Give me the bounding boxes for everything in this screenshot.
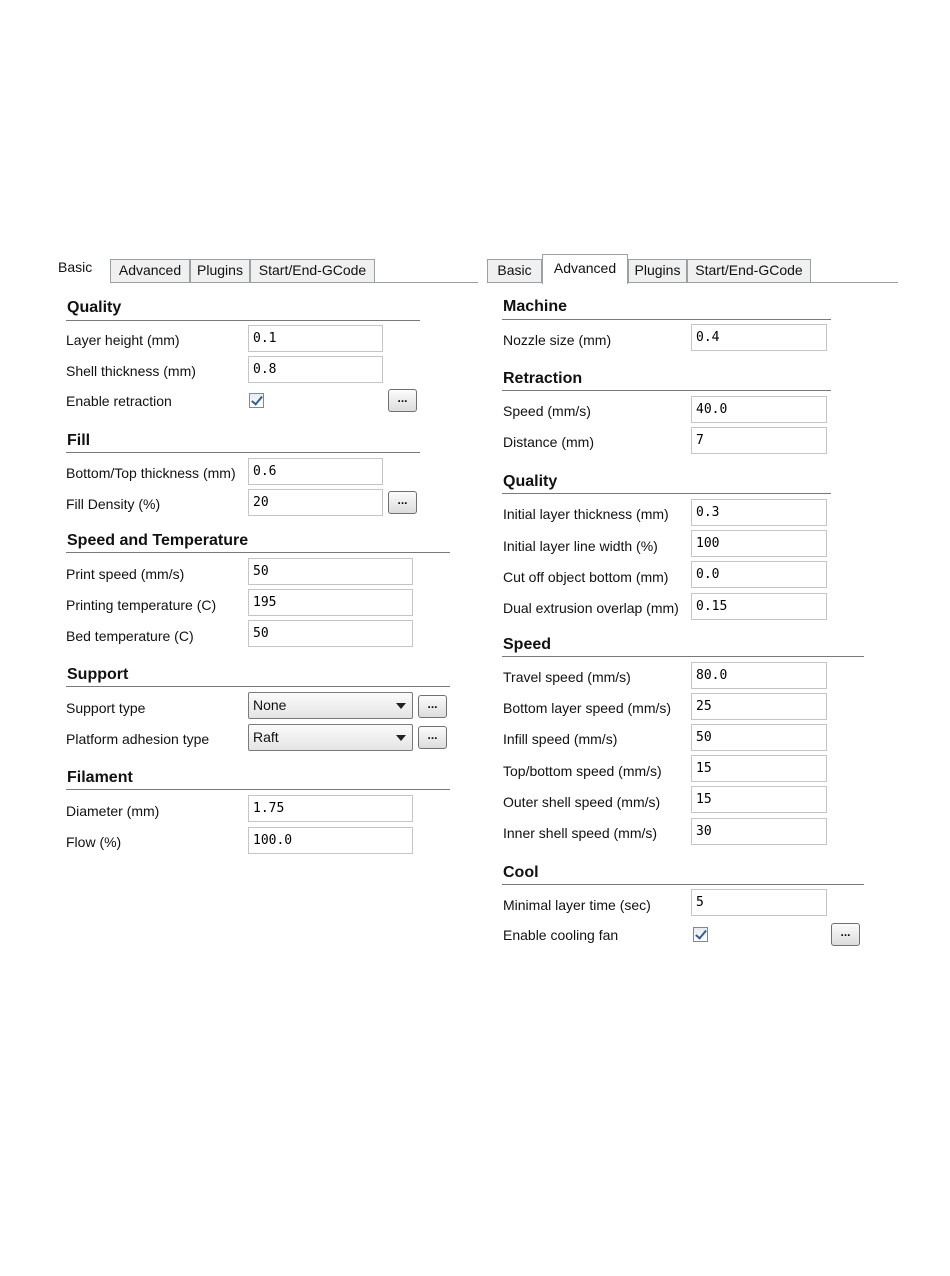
tab-plugins[interactable]: Plugins [628,259,687,282]
platform-adhesion-value: Raft [253,729,279,745]
shell-thickness-label: Shell thickness (mm) [66,363,196,379]
chevron-down-icon [396,735,406,741]
support-type-value: None [253,697,287,713]
initial-layer-thickness-input[interactable]: 0.3 [691,499,827,526]
tab-basic[interactable]: Basic [487,259,542,282]
support-settings-button[interactable]: ... [418,695,447,718]
inner-shell-speed-label: Inner shell speed (mm/s) [503,825,658,841]
cooling-fan-label: Enable cooling fan [503,927,619,943]
tab-advanced[interactable]: Advanced [110,259,190,282]
section-title-machine: Machine [503,298,568,315]
cut-off-bottom-input[interactable]: 0.0 [691,561,827,588]
section-rule [66,686,450,687]
section-rule [502,884,864,885]
platform-adhesion-label: Platform adhesion type [66,731,210,747]
top-bottom-speed-input[interactable]: 15 [691,755,827,782]
retraction-speed-input[interactable]: 40.0 [691,396,827,423]
tab-start-end-gcode[interactable]: Start/End-GCode [687,259,811,282]
minimal-layer-time-input[interactable]: 5 [691,889,827,916]
section-rule [502,319,831,320]
print-speed-label: Print speed (mm/s) [66,566,185,582]
shell-thickness-input[interactable]: 0.8 [248,356,383,383]
retraction-settings-button[interactable]: ... [388,389,417,412]
section-rule [66,789,450,790]
dual-extrusion-overlap-label: Dual extrusion overlap (mm) [503,600,679,616]
section-title-quality: Quality [503,473,558,490]
section-rule [66,452,420,453]
section-rule [502,493,831,494]
platform-adhesion-select[interactable] [248,724,413,751]
section-title-fill: Fill [67,432,91,449]
inner-shell-speed-input[interactable]: 30 [691,818,827,845]
nozzle-size-input[interactable]: 0.4 [691,324,827,351]
initial-layer-width-input[interactable]: 100 [691,530,827,557]
bottom-layer-speed-input[interactable]: 25 [691,693,827,720]
cut-off-bottom-label: Cut off object bottom (mm) [503,569,669,585]
section-rule [66,552,450,553]
tab-bar [487,254,898,284]
enable-retraction-label: Enable retraction [66,393,172,409]
dual-extrusion-overlap-input[interactable]: 0.15 [691,593,827,620]
section-title-quality: Quality [67,299,122,316]
retraction-speed-label: Speed (mm/s) [503,403,591,419]
retraction-distance-input[interactable]: 7 [691,427,827,454]
bottom-layer-speed-label: Bottom layer speed (mm/s) [503,700,672,716]
tab-baseline [52,282,478,283]
section-title-speed: Speed [503,636,552,653]
flow-label: Flow (%) [66,834,122,850]
bed-temperature-input[interactable]: 50 [248,620,413,647]
section-title-retraction: Retraction [503,370,583,387]
tab-advanced[interactable]: Advanced [542,254,628,284]
layer-height-input[interactable]: 0.1 [248,325,383,352]
bottom-top-thickness-input[interactable]: 0.6 [248,458,383,485]
diameter-input[interactable]: 1.75 [248,795,413,822]
bed-temperature-label: Bed temperature (C) [66,628,194,644]
minimal-layer-time-label: Minimal layer time (sec) [503,897,651,913]
section-rule [502,390,831,391]
top-bottom-speed-label: Top/bottom speed (mm/s) [503,763,662,779]
infill-speed-label: Infill speed (mm/s) [503,731,618,747]
section-title-support: Support [67,666,129,683]
chevron-down-icon [396,703,406,709]
fill-density-input[interactable]: 20 [248,489,383,516]
tab-plugins[interactable]: Plugins [190,259,250,282]
outer-shell-speed-input[interactable]: 15 [691,786,827,813]
fill-settings-button[interactable]: ... [388,491,417,514]
initial-layer-thickness-label: Initial layer thickness (mm) [503,506,669,522]
travel-speed-input[interactable]: 80.0 [691,662,827,689]
advanced-settings-panel [487,254,898,964]
support-type-label: Support type [66,700,146,716]
fill-density-label: Fill Density (%) [66,496,161,512]
section-title-cool: Cool [503,864,539,881]
tab-start-end-gcode[interactable]: Start/End-GCode [250,259,375,282]
section-rule [502,656,864,657]
checkmark-icon [251,393,263,405]
support-type-select[interactable] [248,692,413,719]
section-rule [66,320,420,321]
enable-retraction-checkbox[interactable] [249,393,264,408]
outer-shell-speed-label: Outer shell speed (mm/s) [503,794,661,810]
basic-settings-panel [52,254,478,874]
retraction-distance-label: Distance (mm) [503,434,595,450]
printing-temperature-label: Printing temperature (C) [66,597,217,613]
flow-input[interactable]: 100.0 [248,827,413,854]
section-title-speed-temperature: Speed and Temperature [67,532,249,549]
printing-temperature-input[interactable]: 195 [248,589,413,616]
infill-speed-input[interactable]: 50 [691,724,827,751]
tab-basic[interactable]: Basic [52,254,110,284]
print-speed-input[interactable]: 50 [248,558,413,585]
layer-height-label: Layer height (mm) [66,332,180,348]
section-title-filament: Filament [67,769,133,786]
cooling-fan-checkbox[interactable] [693,927,708,942]
bottom-top-thickness-label: Bottom/Top thickness (mm) [66,465,236,481]
initial-layer-width-label: Initial layer line width (%) [503,538,658,554]
cooling-settings-button[interactable]: ... [831,923,860,946]
checkmark-icon [695,927,707,939]
diameter-label: Diameter (mm) [66,803,160,819]
travel-speed-label: Travel speed (mm/s) [503,669,631,685]
tab-bar [52,254,478,284]
adhesion-settings-button[interactable]: ... [418,726,447,749]
nozzle-size-label: Nozzle size (mm) [503,332,612,348]
